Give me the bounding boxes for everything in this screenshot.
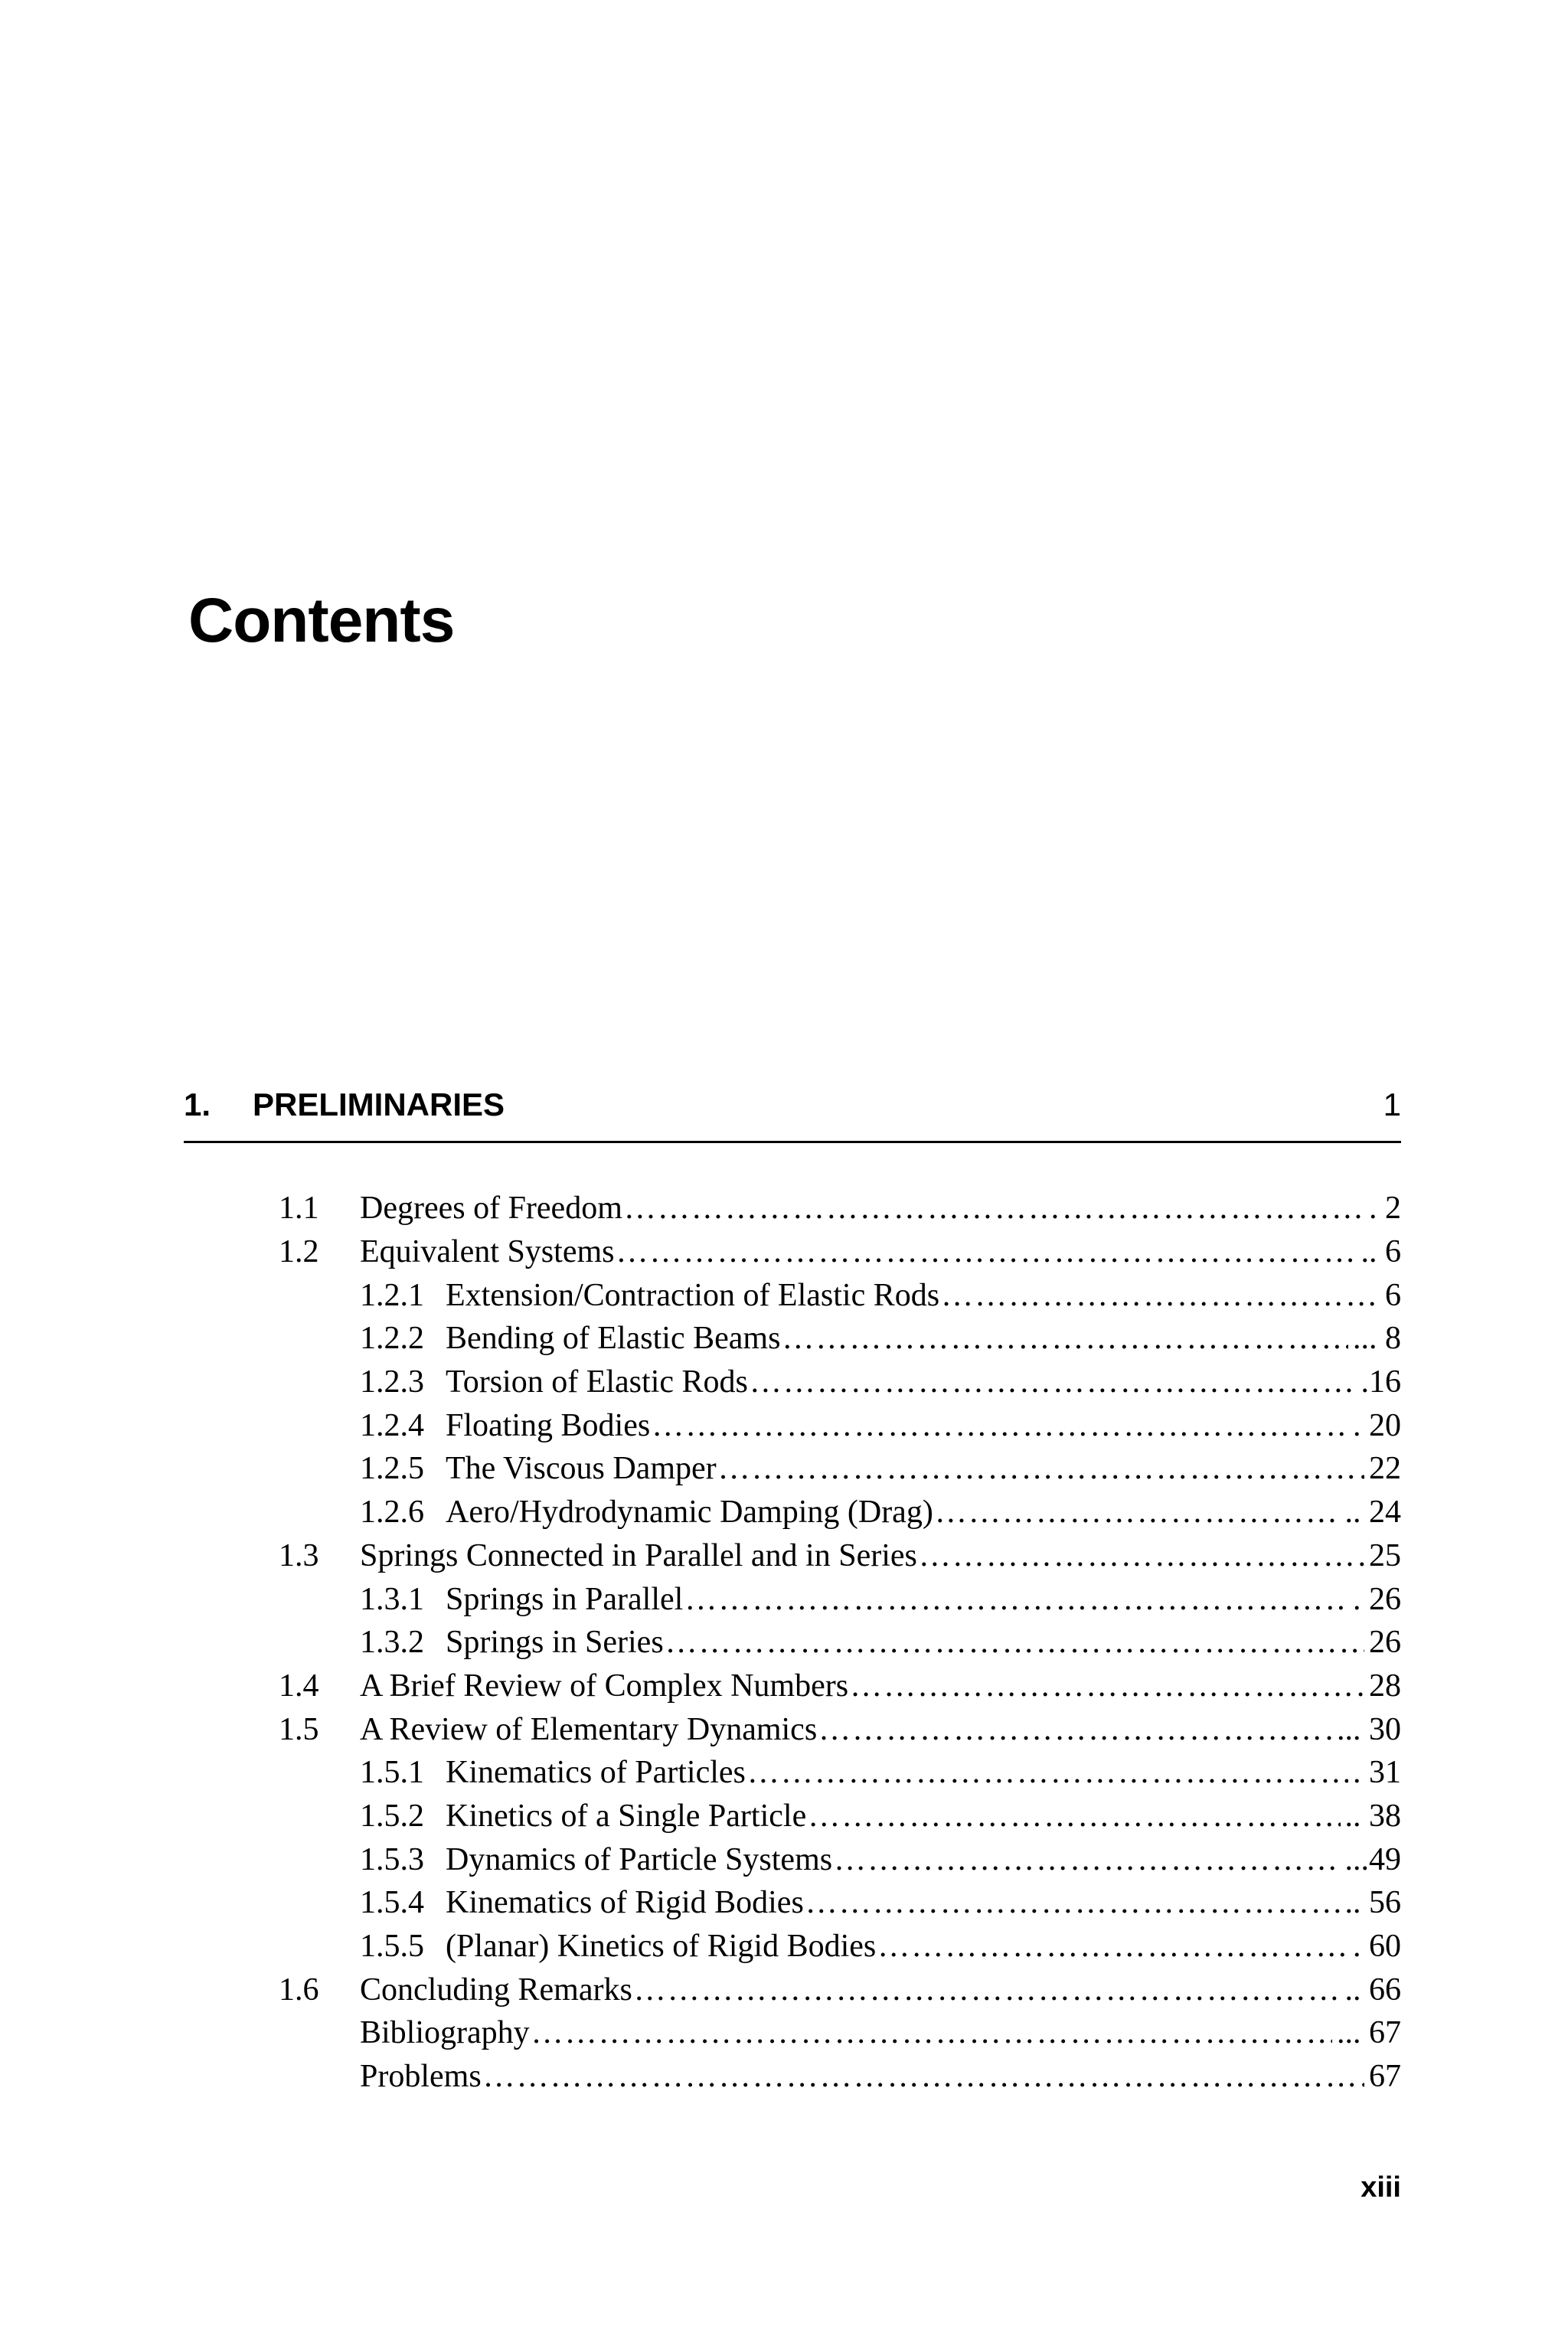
toc-entry-title: Aero/Hydrodynamic Damping (Drag) xyxy=(446,1495,933,1531)
toc-dot-leader xyxy=(939,1277,1380,1314)
toc-entry[interactable] xyxy=(279,1491,1401,1534)
toc-entry[interactable] xyxy=(279,1751,1401,1795)
toc-entry[interactable] xyxy=(279,1577,1401,1621)
toc-entry-page: .. 56 xyxy=(1344,1885,1401,1921)
toc-entry-title: Floating Bodies xyxy=(446,1407,651,1443)
toc-entry-title: Kinematics of Rigid Bodies xyxy=(446,1885,804,1921)
toc-entry-page: 22 xyxy=(1369,1451,1401,1487)
toc-entry-number: 1.5 xyxy=(279,1711,319,1747)
toc-entry-title: (Planar) Kinetics of Rigid Bodies xyxy=(446,1929,877,1965)
toc-entry-number: 1.5.3 xyxy=(360,1841,424,1877)
toc-entry[interactable] xyxy=(279,1707,1401,1751)
toc-dot-leader xyxy=(848,1668,1364,1704)
toc-entry-page: .. 24 xyxy=(1344,1495,1401,1531)
chapter-number: 1. xyxy=(184,1086,211,1122)
toc-dot-leader xyxy=(530,2014,1332,2051)
toc-entry-number: 1.5.1 xyxy=(360,1755,424,1791)
toc-entry-title: The Viscous Damper xyxy=(446,1451,717,1487)
toc-entry[interactable] xyxy=(279,1665,1401,1708)
toc-dot-leader xyxy=(614,1233,1356,1270)
toc-entry-number: 1.5.2 xyxy=(360,1798,424,1834)
toc-entry-page: 25 xyxy=(1369,1537,1401,1573)
toc-entry-title: Springs in Parallel xyxy=(446,1581,684,1617)
toc-entry-title: Springs in Series xyxy=(446,1625,664,1661)
chapter-page-number: 1 xyxy=(1383,1086,1401,1122)
toc-entry-number: 1.2.5 xyxy=(360,1451,424,1487)
toc-entry-title: A Review of Elementary Dynamics xyxy=(360,1711,818,1747)
toc-entry-page: 26 xyxy=(1369,1625,1401,1661)
chapter-heading[interactable] xyxy=(184,1086,1401,1122)
toc-entry[interactable] xyxy=(279,1273,1401,1317)
toc-entry-page: . 20 xyxy=(1353,1407,1401,1443)
toc-entry[interactable] xyxy=(279,1534,1401,1578)
toc-entry[interactable] xyxy=(279,2011,1401,2055)
toc-entry-number: 1.2.4 xyxy=(360,1407,424,1443)
toc-entry-number: 1.2.1 xyxy=(360,1277,424,1313)
toc-dot-leader xyxy=(917,1537,1364,1574)
toc-entry-title: Kinematics of Particles xyxy=(446,1755,746,1791)
toc-entry-title: A Brief Review of Complex Numbers xyxy=(360,1668,849,1704)
toc-entry[interactable] xyxy=(279,1881,1401,1925)
toc-entry-title: Dynamics of Particle Systems xyxy=(446,1841,833,1877)
toc-dot-leader xyxy=(717,1450,1364,1487)
toc-entry-number: 1.3 xyxy=(279,1537,319,1573)
toc-dot-leader xyxy=(482,2058,1364,2095)
toc-dot-leader xyxy=(622,1190,1364,1227)
toc-entry-page: ... 67 xyxy=(1337,2015,1401,2051)
toc-entry-page: . 31 xyxy=(1353,1755,1401,1791)
toc-entry[interactable] xyxy=(279,1795,1401,1838)
toc-dot-leader xyxy=(832,1841,1340,1878)
toc-dot-leader xyxy=(817,1711,1332,1748)
toc-entry-number: 1.1 xyxy=(279,1191,319,1227)
toc-entry[interactable] xyxy=(279,1361,1401,1404)
toc-list xyxy=(279,1187,1401,2098)
toc-entry[interactable] xyxy=(279,1621,1401,1665)
toc-entry-title: Problems xyxy=(360,2059,482,2095)
toc-entry-title: Springs Connected in Parallel and in Series xyxy=(360,1537,917,1573)
toc-dot-leader xyxy=(650,1407,1348,1444)
toc-entry-page: .. 6 xyxy=(1361,1234,1401,1270)
toc-entry-title: Equivalent Systems xyxy=(360,1234,615,1270)
toc-entry-page: ... 30 xyxy=(1337,1711,1401,1747)
toc-entry[interactable] xyxy=(279,1317,1401,1361)
toc-entry-number: 1.4 xyxy=(279,1668,319,1704)
toc-entry-title: Extension/Contraction of Elastic Rods xyxy=(446,1277,940,1313)
toc-entry-title: Bibliography xyxy=(360,2015,530,2051)
toc-entry[interactable] xyxy=(279,1403,1401,1447)
toc-dot-leader xyxy=(746,1754,1348,1791)
toc-entry-number: 1.3.2 xyxy=(360,1625,424,1661)
toc-dot-leader xyxy=(804,1884,1341,1921)
toc-entry[interactable] xyxy=(279,1187,1401,1230)
toc-entry-page: . 60 xyxy=(1353,1929,1401,1965)
toc-entry-title: Degrees of Freedom xyxy=(360,1191,622,1227)
toc-entry-title: Concluding Remarks xyxy=(360,1972,632,2008)
toc-dot-leader xyxy=(664,1624,1364,1661)
toc-dot-leader xyxy=(780,1320,1348,1357)
toc-entry-page: ... 8 xyxy=(1353,1321,1401,1357)
toc-entry-number: 1.5.4 xyxy=(360,1885,424,1921)
toc-entry[interactable] xyxy=(279,2055,1401,2099)
toc-entry[interactable] xyxy=(279,1447,1401,1491)
toc-entry-number: 1.5.5 xyxy=(360,1929,424,1965)
toc-entry-page: 67 xyxy=(1369,2059,1401,2095)
toc-entry[interactable] xyxy=(279,1838,1401,1881)
toc-entry-number: 1.6 xyxy=(279,1972,319,2008)
toc-entry-page: 28 xyxy=(1369,1668,1401,1704)
toc-entry-title: Torsion of Elastic Rods xyxy=(446,1364,748,1400)
toc-entry-number: 1.3.1 xyxy=(360,1581,424,1617)
toc-entry[interactable] xyxy=(279,1230,1401,1274)
toc-entry[interactable] xyxy=(279,1968,1401,2011)
page-title: Contents xyxy=(188,586,455,655)
toc-dot-leader xyxy=(806,1798,1340,1834)
toc-entry-number: 1.2.3 xyxy=(360,1364,424,1400)
toc-entry-number: 1.2 xyxy=(279,1234,319,1270)
toc-dot-leader xyxy=(876,1928,1348,1965)
toc-entry-number: 1.2.6 xyxy=(360,1495,424,1531)
toc-entry-page: ...49 xyxy=(1344,1841,1401,1877)
chapter-title: PRELIMINARIES xyxy=(253,1086,505,1122)
toc-entry[interactable] xyxy=(279,1925,1401,1968)
toc-entry-page: . 2 xyxy=(1369,1191,1401,1227)
toc-dot-leader xyxy=(748,1364,1357,1400)
toc-entry-page: .. 66 xyxy=(1344,1972,1401,2008)
toc-entry-page: 6 xyxy=(1385,1277,1401,1313)
toc-dot-leader xyxy=(933,1494,1341,1531)
toc-entry-page: . 26 xyxy=(1353,1581,1401,1617)
toc-entry-page: .. 38 xyxy=(1344,1798,1401,1834)
toc-dot-leader xyxy=(632,1972,1341,2008)
page-folio: xiii xyxy=(1361,2171,1401,2204)
toc-entry-title: Kinetics of a Single Particle xyxy=(446,1798,807,1834)
toc-entry-title: Bending of Elastic Beams xyxy=(446,1321,781,1357)
toc-entry-number: 1.2.2 xyxy=(360,1321,424,1357)
toc-dot-leader xyxy=(683,1581,1348,1618)
toc-entry-page: .16 xyxy=(1361,1364,1401,1400)
chapter-divider xyxy=(184,1141,1401,1143)
